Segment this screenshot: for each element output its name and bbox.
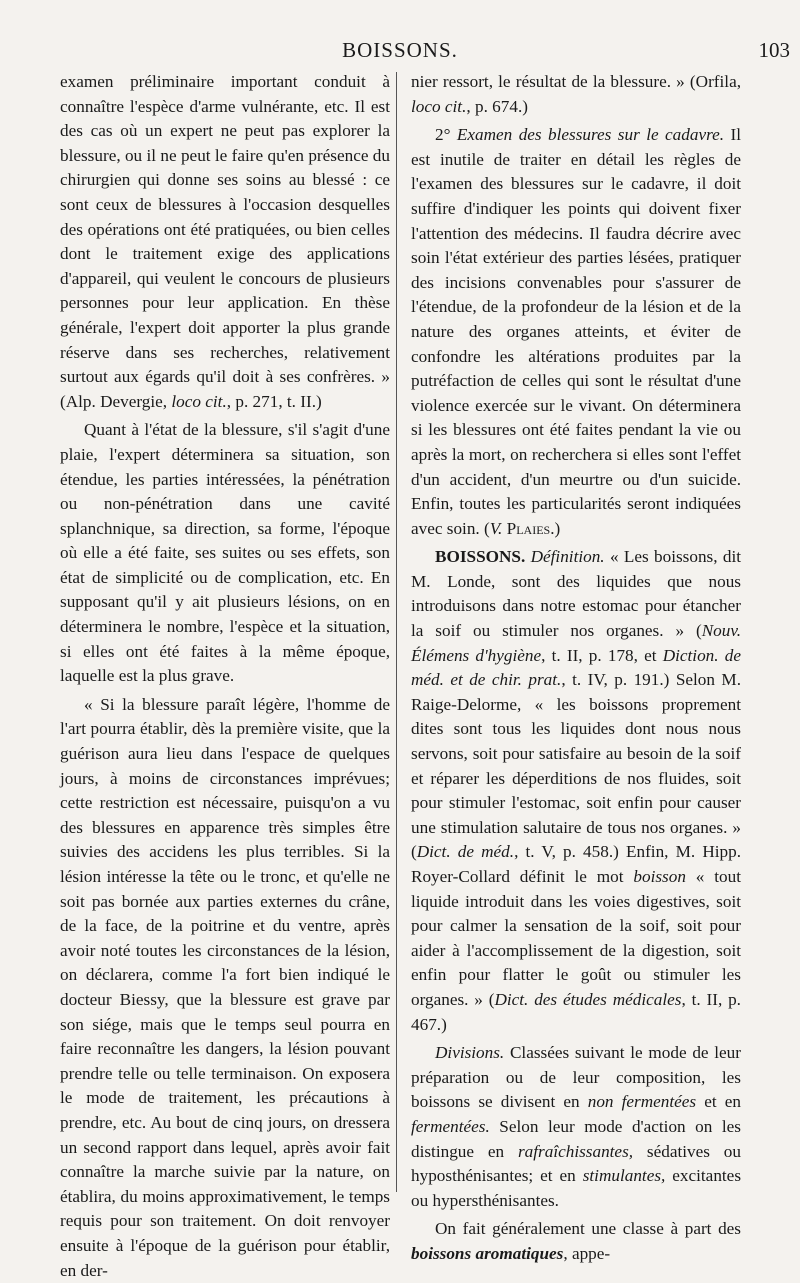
paragraph: Quant à l'état de la blessure, s'il s'agit d'une plaie, l'expert déterminera sa situation, son étendue, les parties intéressées, la pénétration ou non-pénétration dans une cavité splanchnique, sa direction, sa forme, l'époque où elle a été faite, ses suites ou ses effets, son état de simplicité ou de complication, etc. En supposant qu'il y ait plusieurs lésions, on en déterminera le nombre, l'espèce et la situation, si elles ont été faites à la même époque, laquelle est la plus grave. xyxy=(60,420,390,686)
paragraph: On fait généralement une classe à part des boissons aromatiques, appe- xyxy=(411,1219,741,1263)
paragraph: BOISSONS. Définition. « Les boissons, dit M. Londe, sont des liquides que nous introduisons dans notre estomac pour étancher la soif ou stimuler nos organes. » (Nouv. Élémens d'hygiène, t. II, p. 178, et Diction. de méd. et de chir. prat., t. IV, p. 191.) Selon M. Raige-Delorme, « les boissons proprement dites sont tous les liquides dont nous nous servons, soit pour satisfaire au besoin de la soif et réparer les déperditions de nos fluides, soit pour stimuler l'estomac, soit enfin pour causer une stimulation salutaire de tous nos organes. » (Dict. de méd., t. V, p. 458.) Enfin, M. Hipp. Royer-Collard définit le mot boisson « tout liquide introduit dans les voies digestives, soit pour calmer la sensation de la soif, soit pour aider à l'accomplissement de la digestion, soit enfin pour flatter le goût ou stimuler les organes. » (Dict. des études médicales, t. II, p. 467.) xyxy=(411,547,741,1034)
entry-heading: BOISSONS. xyxy=(435,547,526,567)
page-number: 103 xyxy=(758,38,790,62)
paragraph: examen préliminaire important conduit à connaître l'espèce d'arme vulnérante, etc. Il est des cas où un expert ne peut pas explorer la blessure, ou il ne peut le faire qu'en présence du chirurgien qui donne ses soins au blessé : ce sont ceux de blessures à l'occasion desquelles des opérations ont été pratiquées, ou bien celles dont le traitement exige des applications d'appareil, qui veulent le concours de plusieurs personnes pour leur application. En thèse générale, l'expert doit apporter la plus grande réserve dans ses recherches, relativement surtout aux égards qu'il doit à ses confrères. » (Alp. Devergie, loco cit., p. 271, t. II.) xyxy=(60,72,390,411)
running-head xyxy=(0,38,800,68)
running-title: BOISSONS. xyxy=(342,38,458,62)
column-rule xyxy=(396,72,397,1192)
subsection-heading: Divisions. xyxy=(435,1043,505,1063)
paragraph: « Si la blessure paraît légère, l'homme de l'art pourra établir, dès la première visite, que la guérison aura lieu dans l'espace de quelques jours, à moins de circonstances imprévues; cette restriction est nécessaire, puisqu'on a vu des blessures en apparence très simples être suivies des accidens les plus terribles. Si la lésion intéresse la tête ou le tronc, et qu'elle ne soit pas bornée aux parties externes du crâne, de la face, de la poitrine et du ventre, après avoir noté toutes les circonstances de la lésion, on déclarera, comme l'a fort bien indiqué le docteur Biessy, que la blessure est grave par son siége, mais que le temps seul pourra en faire reconnaître les dangers, la lésion pouvant prendre telle ou telle terminaison. On exposera le mode de traitement, les précautions à prendre, etc. Au bout de cinq jours, on dressera un second rapport dans lequel, après avoir fait connaître la marche suivie par la nature, on établira, du moins approximativement, le temps requis pour son traitement. On doit renvoyer ensuite à l'époque de la guérison pour établir, en der- xyxy=(60,694,390,1280)
paragraph: Divisions. Classées suivant le mode de leur préparation ou de leur composition, les boissons se divisent en non fermentées et en fermentées. Selon leur mode d'action on les distingue en rafraîchissantes, sédatives ou hyposthénisantes; et en stimulantes, excitantes ou hypersthénisantes. xyxy=(411,1043,742,1210)
paragraph: 2° Examen des blessures sur le cadavre. Il est inutile de traiter en détail les règles de l'examen des blessures sur le cadavre, il doit suffire d'indiquer les points qui doivent fixer l'attention des médecins. Il faudra décrire avec soin l'état extérieur des parties lésées, pratiquer des incisions convenables pour s'assurer de l'étendue, de la profondeur de la lésion et de la nature des organes atteints, et éviter de confondre les altérations produites par la putréfaction de celles qui sont le résultat d'une violence exercée sur le vivant. On déterminera si les blessures ont été faites pendant la vie ou après la mort, on recherchera si elles sont l'effet d'un accident, d'un meurtre ou d'un suicide. Enfin, toutes les particularités seront indiquées avec soin. (V. Plaies.) xyxy=(411,125,742,538)
left-column xyxy=(60,70,390,1283)
section-heading: Examen des blessures sur le cadavre. xyxy=(456,125,725,145)
right-column xyxy=(411,70,741,1267)
paragraph: nier ressort, le résultat de la blessure. » (Orfila, loco cit., p. 674.) xyxy=(411,72,741,116)
